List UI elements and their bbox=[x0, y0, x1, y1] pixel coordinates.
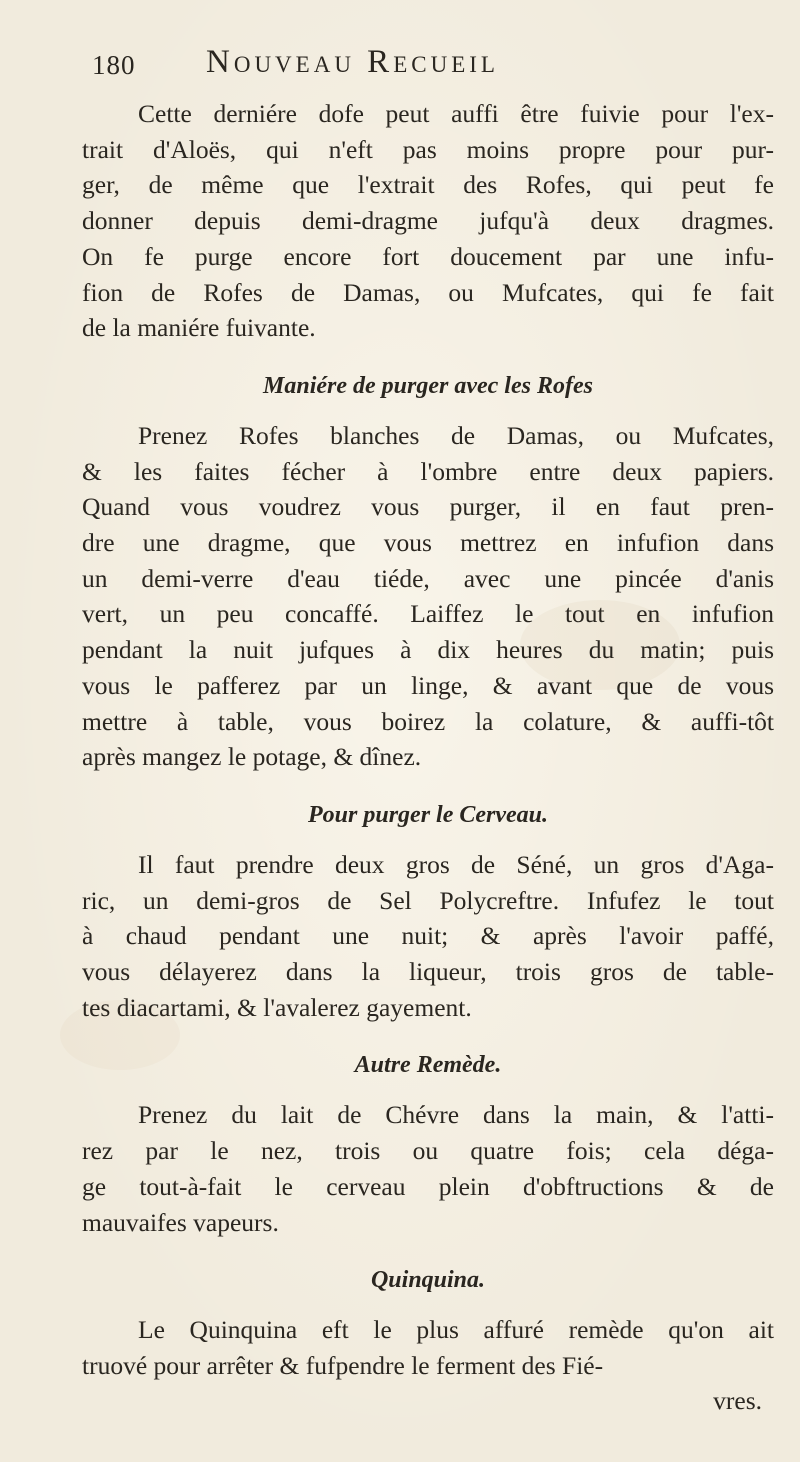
paragraph bbox=[82, 418, 774, 775]
section-heading: Maniére de purger avec les Rofes bbox=[263, 372, 593, 399]
text-line: rez par le nez, trois ou quatre fois; cela déga- bbox=[82, 1136, 774, 1166]
running-title: Nouveau Recueil bbox=[206, 44, 499, 80]
text-line: pendant la nuit jufques à dix heures du matin; puis bbox=[82, 635, 774, 665]
text-line: tes diacartami, & l'avalerez gayement. bbox=[82, 992, 472, 1022]
text-line: mettre à table, vous boirez la colature, & auffi-tôt bbox=[82, 706, 774, 736]
text-line: mauvaifes vapeurs. bbox=[82, 1207, 279, 1237]
section-heading: Quinquina. bbox=[370, 1267, 486, 1294]
text-line: ger, de même que l'extrait des Rofes, qui peut fe bbox=[82, 170, 774, 200]
text-line: dre une dragme, que vous mettrez en infufion dans bbox=[82, 528, 774, 558]
text-line: après mangez le potage, & dînez. bbox=[82, 742, 422, 772]
text-line: On fe purge encore fort doucement par une infu- bbox=[82, 241, 774, 271]
section-heading: Pour purger le Cerveau. bbox=[308, 801, 548, 828]
text-line: Le Quinquina eft le plus affuré remède qu'on ait bbox=[138, 1315, 774, 1345]
paragraph bbox=[82, 1312, 774, 1383]
paragraph bbox=[82, 1097, 774, 1240]
text-line: trait d'Aloës, qui n'eft pas moins propre pour pur- bbox=[82, 134, 774, 164]
text-line: Cette derniére dofe peut auffi être fuivie pour l'ex- bbox=[138, 99, 774, 128]
paragraph bbox=[82, 96, 774, 346]
paragraph bbox=[82, 847, 774, 1026]
text-line: ric, un demi-gros de Sel Polycreftre. Infufez le tout bbox=[82, 885, 774, 915]
text-line: vous le pafferez par un linge, & avant que de vous bbox=[82, 670, 774, 700]
text-line: vert, un peu concaffé. Laiffez le tout en infufion bbox=[82, 599, 774, 629]
text-line: Prenez Rofes blanches de Damas, ou Mufcates, bbox=[138, 420, 774, 450]
page-header bbox=[92, 44, 732, 94]
section-heading: Autre Remède. bbox=[354, 1052, 502, 1079]
text-line: ge tout-à-fait le cerveau plein d'obftructions & de bbox=[82, 1171, 774, 1201]
text-line: Quand vous voudrez vous purger, il en faut pren- bbox=[82, 492, 774, 522]
text-line: Prenez du lait de Chévre dans la main, & l'atti- bbox=[138, 1100, 774, 1130]
text-line: truové pour arrêter & fufpendre le ferment des Fié- bbox=[82, 1350, 604, 1380]
text-line: fion de Rofes de Damas, ou Mufcates, qui fe fait bbox=[82, 277, 774, 307]
text-line: Il faut prendre deux gros de Séné, un gros d'Aga- bbox=[138, 849, 774, 879]
page-number: 180 bbox=[92, 50, 136, 80]
text-line: un demi-verre d'eau tiéde, avec une pincée d'anis bbox=[82, 563, 774, 593]
text-line: donner depuis demi-dragme jufqu'à deux dragmes. bbox=[82, 206, 774, 236]
text-body bbox=[82, 96, 774, 1418]
catchword: vres. bbox=[713, 1385, 762, 1415]
text-line: vous délayerez dans la liqueur, trois gros de table- bbox=[82, 957, 774, 987]
text-line: de la maniére fuivante. bbox=[82, 313, 316, 343]
text-line: & les faites fécher à l'ombre entre deux papiers. bbox=[82, 456, 774, 486]
text-line: à chaud pendant une nuit; & après l'avoir paffé, bbox=[82, 921, 774, 951]
